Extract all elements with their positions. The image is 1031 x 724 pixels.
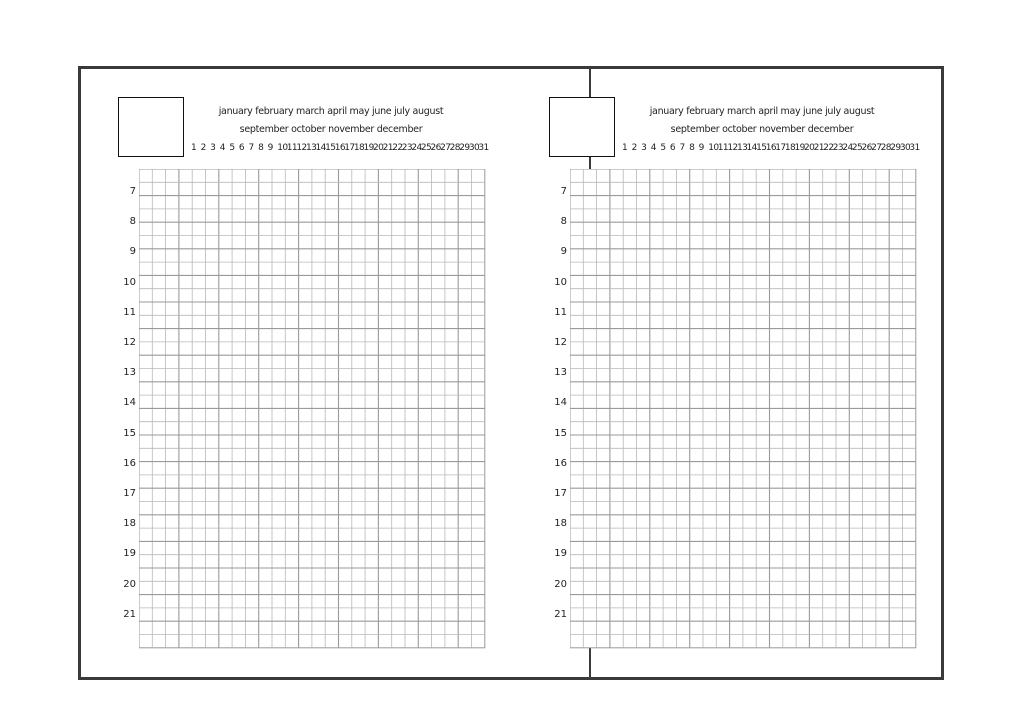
day-number: 30 <box>899 143 911 153</box>
hour-labels <box>512 69 572 677</box>
day-number: 30 <box>468 143 480 153</box>
day-number: 16 <box>334 143 345 153</box>
day-number: 2 <box>631 143 637 153</box>
day-number: 13 <box>736 143 748 153</box>
hour-label: 18 <box>123 518 136 530</box>
hour-label: 21 <box>554 608 567 620</box>
hour-label: 9 <box>129 246 136 258</box>
hour-label: 13 <box>554 367 567 379</box>
planner-page-right <box>512 69 942 677</box>
hour-label: 19 <box>123 548 136 560</box>
hour-label: 14 <box>554 397 567 409</box>
hour-label: 7 <box>560 186 567 197</box>
day-number: 21 <box>813 143 824 153</box>
planner-spread <box>78 66 944 680</box>
day-number: 24 <box>411 143 422 153</box>
day-number: 14 <box>746 143 757 153</box>
day-number: 23 <box>832 143 844 153</box>
day-number: 14 <box>315 143 326 153</box>
hour-label: 8 <box>129 216 136 228</box>
day-number: 17 <box>775 143 786 153</box>
hour-label: 10 <box>123 276 136 288</box>
hour-label: 8 <box>560 216 567 228</box>
day-number: 19 <box>363 143 374 153</box>
months-line-2: september october november december <box>239 124 423 135</box>
hour-label: 17 <box>554 488 567 499</box>
hour-label: 21 <box>123 608 136 620</box>
day-number: 1 <box>191 143 197 153</box>
hour-label: 11 <box>123 306 136 318</box>
hour-label: 10 <box>554 276 567 288</box>
day-number: 28 <box>880 143 891 153</box>
days-row <box>191 143 491 155</box>
day-number: 31 <box>909 143 920 153</box>
hour-label: 20 <box>554 578 567 590</box>
day-number: 25 <box>851 143 863 153</box>
months-line-2: september october november december <box>670 124 854 135</box>
day-number: 18 <box>353 143 365 153</box>
planner-page-left <box>81 69 511 677</box>
day-number: 11 <box>717 143 729 153</box>
day-number: 26 <box>430 143 441 153</box>
hour-label: 12 <box>123 337 136 348</box>
hour-label: 9 <box>560 246 567 258</box>
day-number: 11 <box>286 143 298 153</box>
hour-label: 17 <box>123 488 136 499</box>
day-number: 29 <box>459 143 470 153</box>
hour-label: 11 <box>554 306 567 318</box>
day-number: 21 <box>382 143 393 153</box>
day-number: 6 <box>238 143 245 153</box>
day-number: 4 <box>650 143 656 153</box>
months-line-1: january february march april may june july august <box>218 106 444 117</box>
day-number: 18 <box>784 143 796 153</box>
hour-label: 18 <box>554 518 567 530</box>
day-number: 10 <box>708 143 719 153</box>
hour-label: 20 <box>123 578 136 590</box>
day-number: 27 <box>440 143 451 153</box>
day-number: 5 <box>660 143 666 153</box>
day-number: 2 <box>200 143 206 153</box>
day-number: 20 <box>804 143 815 153</box>
day-number: 22 <box>392 143 403 153</box>
day-number: 15 <box>756 143 767 153</box>
hour-label: 16 <box>554 457 567 469</box>
day-number: 3 <box>641 143 647 153</box>
day-number: 28 <box>449 143 460 153</box>
day-number: 26 <box>861 143 872 153</box>
hour-label: 19 <box>554 548 567 560</box>
day-number: 7 <box>248 143 254 153</box>
day-number: 24 <box>842 143 853 153</box>
day-number: 25 <box>420 143 432 153</box>
day-number: 31 <box>478 143 489 153</box>
hour-label: 16 <box>123 457 136 469</box>
hour-label: 12 <box>554 337 567 348</box>
day-number: 8 <box>258 143 264 153</box>
day-number: 8 <box>689 143 695 153</box>
day-number: 6 <box>669 143 676 153</box>
day-number: 27 <box>871 143 882 153</box>
day-number: 23 <box>401 143 413 153</box>
days-row <box>622 143 922 155</box>
day-number: 13 <box>305 143 317 153</box>
day-number: 3 <box>210 143 216 153</box>
day-number: 17 <box>344 143 355 153</box>
time-grid[interactable] <box>139 169 486 651</box>
day-number: 29 <box>890 143 901 153</box>
hour-label: 7 <box>129 186 136 197</box>
months-line-1: january february march april may june july august <box>649 106 875 117</box>
day-number: 1 <box>622 143 628 153</box>
day-number: 4 <box>219 143 225 153</box>
time-grid[interactable] <box>570 169 917 651</box>
day-number: 16 <box>765 143 776 153</box>
day-number: 22 <box>823 143 834 153</box>
day-number: 10 <box>277 143 288 153</box>
hour-label: 15 <box>123 427 136 439</box>
hour-label: 15 <box>554 427 567 439</box>
day-number: 12 <box>296 143 307 153</box>
day-number: 20 <box>373 143 384 153</box>
day-number: 19 <box>794 143 805 153</box>
day-number: 5 <box>229 143 235 153</box>
day-number: 7 <box>679 143 685 153</box>
day-number: 9 <box>698 143 704 153</box>
day-number: 12 <box>727 143 738 153</box>
hour-label: 14 <box>123 397 136 409</box>
day-number: 15 <box>325 143 336 153</box>
hour-label: 13 <box>123 367 136 379</box>
hour-labels <box>81 69 141 677</box>
day-number: 9 <box>267 143 273 153</box>
